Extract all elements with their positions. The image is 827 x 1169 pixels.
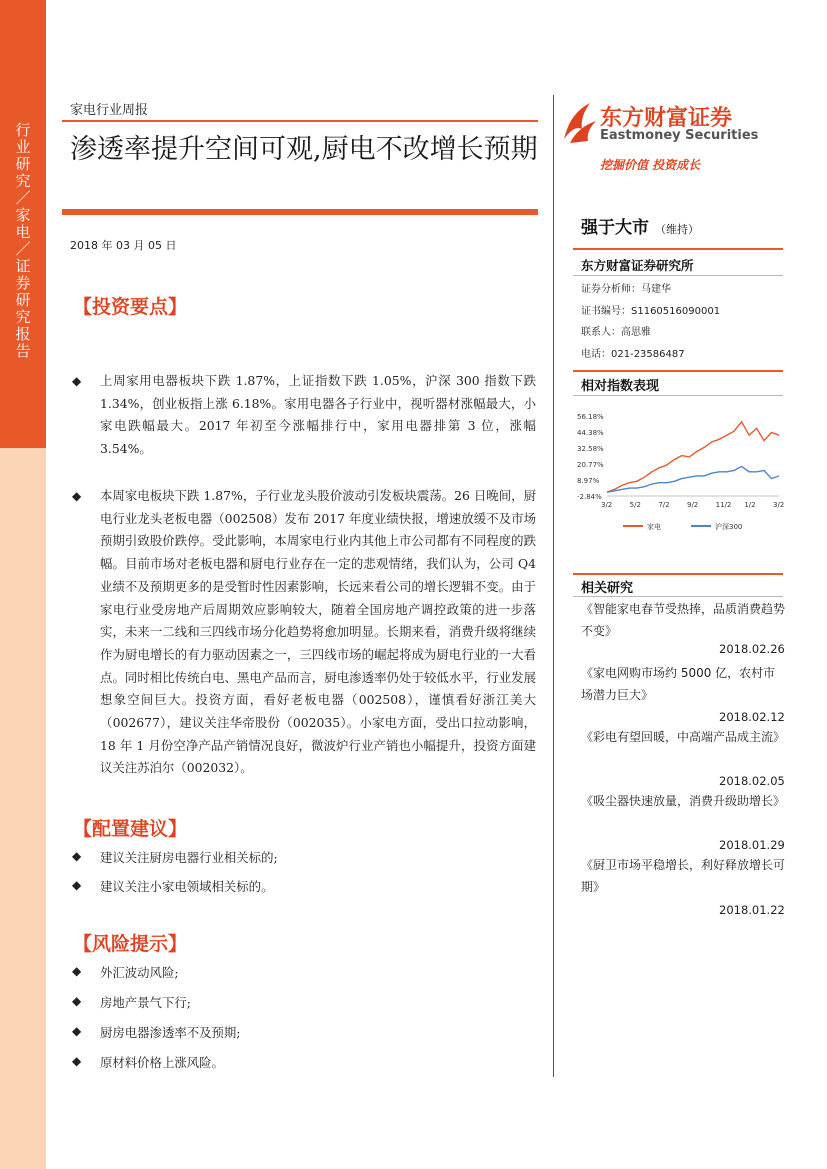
section-title-risk: 【风险提示】 xyxy=(73,933,188,955)
x-tick-label: 1/2 xyxy=(744,501,756,509)
y-tick-label: 32.58% xyxy=(577,445,604,453)
related-item-date: 2018.02.26 xyxy=(719,642,785,656)
x-tick-label: 5/2 xyxy=(629,501,641,509)
x-tick-label: 9/2 xyxy=(687,501,699,509)
x-tick-label: 7/2 xyxy=(658,501,670,509)
config-item: 建议关注小家电领域相关标的。 xyxy=(100,879,274,894)
related-title: 相关研究 xyxy=(581,581,634,596)
analyst: 证券分析师：马建华 xyxy=(581,284,671,295)
rating xyxy=(581,213,699,238)
risk-item: 房地产景气下行; xyxy=(100,995,191,1010)
legend-label: 沪深300 xyxy=(715,523,743,531)
column-divider xyxy=(553,95,554,1077)
config-item: 建议关注厨房电器行业相关标的; xyxy=(100,850,278,865)
contact: 联系人：高思雅 xyxy=(581,327,651,338)
related-item-title: 《厨卫市场平稳增长，利好释放增长可期》 xyxy=(581,858,786,894)
related-item-date: 2018.02.05 xyxy=(719,774,785,788)
brand-name-en: Eastmoney Securities xyxy=(600,128,759,143)
risk-item: 厨房电器渗透率不及预期; xyxy=(100,1025,241,1040)
related-item-date: 2018.01.29 xyxy=(719,838,785,852)
risk-item: 外汇波动风险; xyxy=(100,965,179,980)
related-item-title: 《智能家电春节受热捧，品质消费趋势不变》 xyxy=(581,602,786,638)
brand-name-cn: 东方财富证券 xyxy=(600,106,733,131)
brand-slogan: 挖掘价值 投资成长 xyxy=(600,158,701,172)
diamond-bullet-icon: ◆ xyxy=(72,489,82,503)
y-tick-label: 44.38% xyxy=(577,429,604,437)
sidebar-category-text: 行业研究／家电／证券研究报告 xyxy=(15,121,31,360)
x-tick-label: 3/2 xyxy=(773,501,785,509)
report-type: 家电行业周报 xyxy=(70,103,149,118)
rating-label: 强于大市 xyxy=(581,218,649,238)
related-item-title: 《吸尘器快速放量，消费升级助增长》 xyxy=(581,794,786,808)
rating-sub: （维持） xyxy=(655,223,699,236)
legend-label: 家电 xyxy=(647,523,661,531)
related-item-date: 2018.01.22 xyxy=(719,903,785,917)
x-tick-label: 3/2 xyxy=(601,501,613,509)
diamond-bullet-icon: ◆ xyxy=(72,1054,82,1068)
related-item-title: 《彩电有望回暖，中高端产品成主流》 xyxy=(581,730,786,744)
series-line-0 xyxy=(607,422,779,493)
title-rule xyxy=(62,209,538,215)
related-rule xyxy=(573,573,783,575)
diamond-bullet-icon: ◆ xyxy=(72,994,82,1008)
brand-logo xyxy=(560,97,770,149)
rating-rule xyxy=(573,248,783,250)
perf-rule-sub xyxy=(573,395,783,396)
phone: 电话：021-23586487 xyxy=(581,349,685,360)
related-rule-sub xyxy=(573,596,783,597)
header-rule xyxy=(62,120,538,122)
cert-number: 证书编号：S1160516090001 xyxy=(581,306,721,317)
performance-chart xyxy=(575,404,783,534)
report-date: 2018 年 03 月 05 日 xyxy=(70,239,177,252)
diamond-bullet-icon: ◆ xyxy=(72,964,82,978)
perf-title: 相对指数表现 xyxy=(581,379,660,394)
y-tick-label: 8.97% xyxy=(577,477,600,485)
section-title-config: 【配置建议】 xyxy=(73,818,188,840)
y-tick-label: -2.84% xyxy=(577,493,602,501)
institute-name: 东方财富证券研究所 xyxy=(581,258,694,273)
related-item-title: 《家电网购市场约 5000 亿，农村市场潜力巨大》 xyxy=(581,666,776,702)
y-tick-label: 56.18% xyxy=(577,413,604,421)
brand-flame-icon xyxy=(560,99,598,145)
invest-paragraph-2: 本周家电板块下跌 1.87%，子行业龙头股价波动引发板块震荡。26 日晚间，厨电行业龙头老板电器（002508）发布 2017 年度业绩快报，增速放缓不及市场预期引致股价跌停。受此影响，本周家电行业内其他上市公司都有不同程度的跌幅。目前市场对老板电器和厨电行业存在一定的悲观情绪，我们认为，公司 Q4 业绩不及预期更多的是受暂时性因素影响，长远来看公司的增长逻辑不变。由于家电行业受房地产后周期效应影响较大，随着全国房地产调控政策的进一步落实，未来一二线和三四线市场分化趋势将愈加明显。长期来看，消费升级将继续作为厨电增长的有力驱动因素之一，三四线市场的崛起将成为厨电行业的一大看点。同时相比传统白电、黑电产品而言，厨电渗透率仍处于较低水平，行业发展想象空间巨大。投资方面，看好老板电器（002508），谨慎看好浙江美大（002677），建议关注华帝股份（002035）。小家电方面，受出口拉动影响，18 年 1 月份空净产品产销情况良好，微波炉行业产销也小幅提升，投资方面建议关注苏泊尔（002032）。 xyxy=(100,488,536,776)
series-line-1 xyxy=(607,466,779,492)
performance-chart-svg xyxy=(575,404,783,534)
diamond-bullet-icon: ◆ xyxy=(72,1024,82,1038)
report-title: 渗透率提升空间可观,厨电不改增长预期 xyxy=(70,134,538,165)
y-tick-label: 20.77% xyxy=(577,461,604,469)
invest-paragraph-1: 上周家用电器板块下跌 1.87%，上证指数下跌 1.05%，沪深 300 指数下跌 1.34%，创业板指上涨 6.18%。家用电器各子行业中，视听器材涨幅最大，小家电跌幅最大。2017 年初至今涨幅排行中，家用电器排第 3 位，涨幅 3.54%。 xyxy=(100,373,536,457)
section-title-invest: 【投资要点】 xyxy=(73,296,188,318)
related-item-date: 2018.02.12 xyxy=(719,710,785,724)
institute-rule xyxy=(573,275,783,276)
risk-item: 原材料价格上涨风险。 xyxy=(100,1055,224,1070)
x-tick-label: 11/2 xyxy=(715,501,732,509)
diamond-bullet-icon: ◆ xyxy=(72,374,82,388)
diamond-bullet-icon: ◆ xyxy=(72,878,82,892)
perf-rule xyxy=(573,370,783,372)
diamond-bullet-icon: ◆ xyxy=(72,849,82,863)
